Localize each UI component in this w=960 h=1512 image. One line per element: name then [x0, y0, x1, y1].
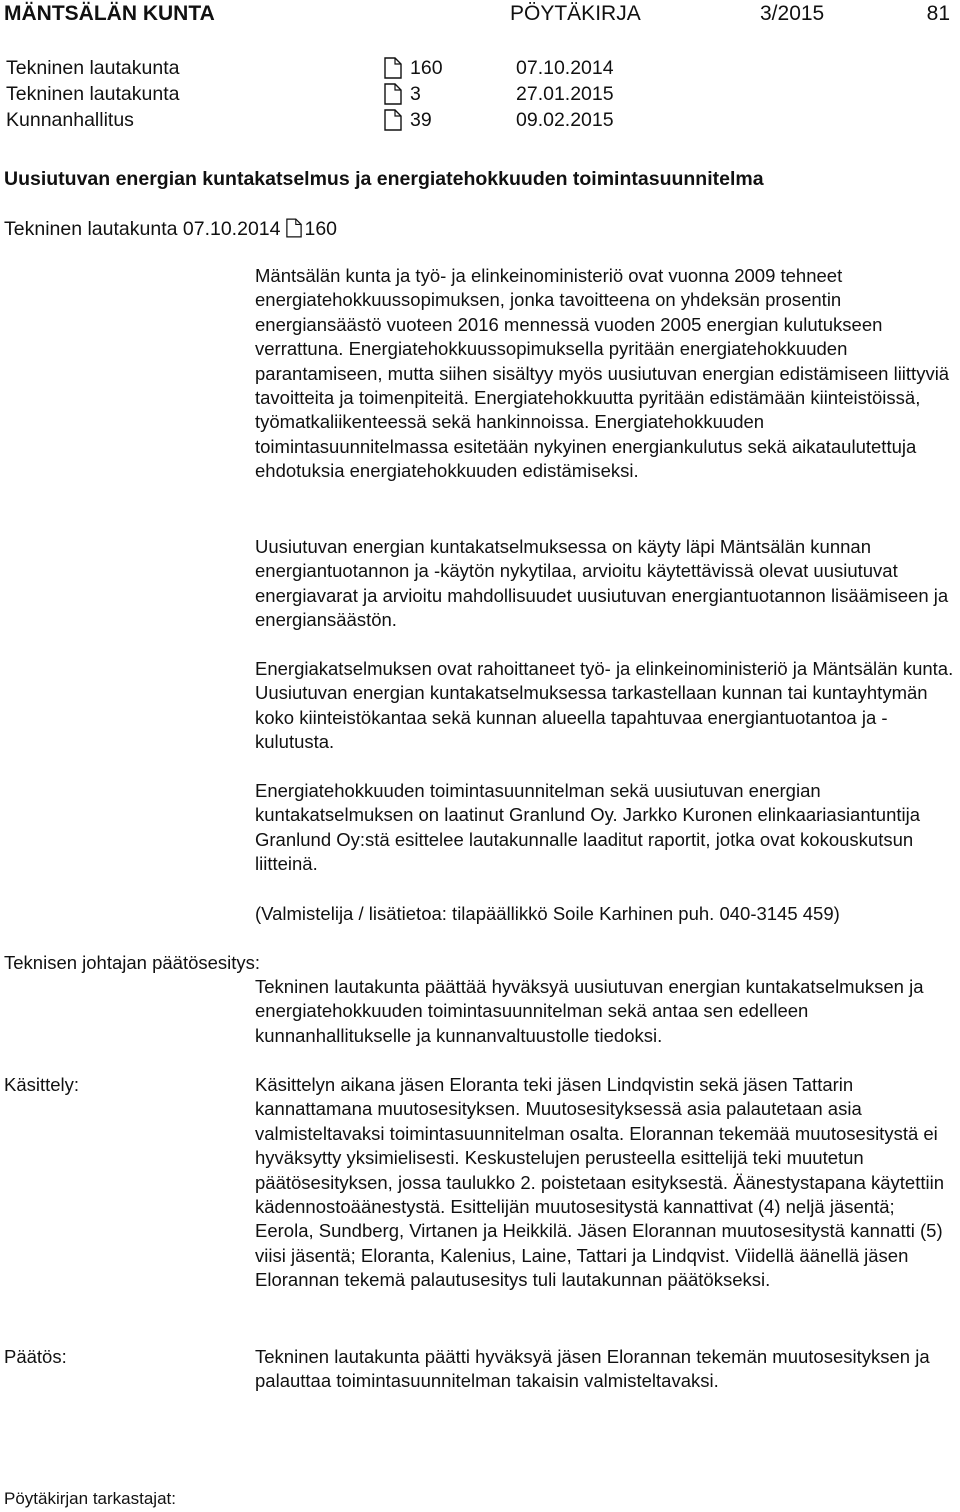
paragraph-background: Mäntsälän kunta ja työ- ja elinkeinoministeriö ovat vuonna 2009 tehneet energiatehokkuussopimuksen, jonka tavoitteena on yhdeksän prosentin energiansäästö vuoteen 2016 mennessä vuoden 2005 energian kulutukseen verrattuna. Energiatehokkuussopimuksella pyritään energiatehokkuuden parantamiseen, mutta siihen sisältyy myös uusiutuvan energian edistämiseen liittyviä tavoitteita ja toimenpiteitä. Energiatehokkuutta pyritään edistämään kiinteistöissä, työmatkaliikenteessä sekä hankinnoissa. Energiatehokkuuden toimintasuunnitelmassa esitetään nykyinen energiankulutus sekä aikataulutettuja ehdotuksia energiatehokkuuden edistämiseksi.	[255, 265, 950, 482]
proposal-label: Teknisen johtajan päätösesitys:	[4, 952, 261, 973]
handling-label: Käsittely:	[4, 1074, 80, 1095]
document-reference-icon	[286, 218, 302, 245]
paragraph-authors: Energiatehokkuuden toimintasuunnitelman sekä uusiutuvan energian kuntakatselmuksen on laatinut Granlund Oy. Jarkko Kuronen elinkaariasiantuntija Granlund Oy:stä esittelee lautakunnalle laaditut raportit, jotka ovat kokouskutsun liitteinä.	[255, 780, 921, 875]
reference-number: 160	[410, 57, 443, 79]
minutes-checkers-label: Pöytäkirjan tarkastajat:	[4, 1489, 176, 1508]
page-header	[0, 0, 960, 28]
meeting-text: Tekninen lautakunta 07.10.2014	[4, 218, 281, 240]
reference-body: Tekninen lautakunta	[6, 83, 180, 105]
meeting-number: 160	[304, 218, 338, 240]
document-number: 3/2015	[760, 2, 825, 25]
handling-text: Käsittelyn aikana jäsen Eloranta teki jäsen Lindqvistin sekä jäsen Tattarin kannattamana muutosesityksen. Muutosesityksessä asia palautetaan asia valmisteltavaksi toimintasuunnitelman osalta. Elorannan tekemää muutosesitystä ei hyväksytty yksimielisesti. Keskustelujen perusteella esittelijä teki muutetun päätösesityksen, jossa taulukko 2. poistetaan esityksestä. Äänestystapana käytettiin kädennostoäänestystä. Esittelijän muutosesitystä kannattivat (4) neljä jäsentä; Eerola, Sundberg, Virtanen ja Heikkilä. Jäsen Elorannan muutosesitystä kannatti (5) viisi jäsentä; Eloranta, Kalenius, Laine, Tattari ja Lindqvist. Viidellä äänellä jäsen Elorannan tekemä palautusesitys tuli lautakunnan päätökseksi.	[255, 1074, 945, 1291]
reference-number: 3	[410, 83, 421, 105]
document-reference-icon	[384, 57, 402, 86]
paragraph-preparer: (Valmistelija / lisätietoa: tilapäällikkö Soile Karhinen puh. 040-3145 459)	[255, 903, 840, 924]
item-title: Uusiutuvan energian kuntakatselmus ja energiatehokkuuden toimintasuunnitelma	[4, 168, 764, 190]
paragraph-review: Uusiutuvan energian kuntakatselmuksessa on käyty läpi Mäntsälän kunnan energiantuotannon ja -käytön nykytilaa, arvioitu käytettävissä olevat uusiutuvat energiavarat ja arvioitu mahdollisuudet uusiutuvan energiantuotannon lisäämiseen ja energiansäästön.	[255, 536, 949, 631]
decision-label: Päätös:	[4, 1346, 67, 1367]
paragraph-funding: Energiakatselmuksen ovat rahoittaneet työ- ja elinkeinoministeriö ja Mäntsälän kunta. Uusiutuvan energian kuntakatselmuksessa tarkastellaan kunnan tai kuntayhtymän koko kiinteistökantaa sekä kunnan alueella tapahtuvaa energiantuotantoa ja -kulutusta.	[255, 658, 954, 753]
reference-body: Kunnanhallitus	[6, 109, 134, 131]
reference-date: 07.10.2014	[516, 57, 614, 79]
document-type: PÖYTÄKIRJA	[510, 2, 641, 25]
reference-body: Tekninen lautakunta	[6, 57, 180, 79]
meeting-line	[4, 216, 337, 245]
reference-date: 09.02.2015	[516, 109, 614, 131]
page-number: 81	[926, 2, 950, 25]
reference-number: 39	[410, 109, 432, 131]
municipality-name: MÄNTSÄLÄN KUNTA	[4, 2, 215, 25]
reference-date: 27.01.2015	[516, 83, 614, 105]
proposal-text: Tekninen lautakunta päättää hyväksyä uusiutuvan energian kuntakatselmuksen ja energiatehokkuuden toimintasuunnitelman sekä antaa sen edelleen kunnanhallitukselle ja kunnanvaltuustolle tiedoksi.	[255, 976, 924, 1046]
document-reference-icon	[384, 83, 402, 112]
document-reference-icon	[384, 109, 402, 138]
decision-text: Tekninen lautakunta päätti hyväksyä jäsen Elorannan tekemän muutosesityksen ja palauttaa toimintasuunnitelman takaisin valmisteltavaksi.	[255, 1346, 930, 1392]
